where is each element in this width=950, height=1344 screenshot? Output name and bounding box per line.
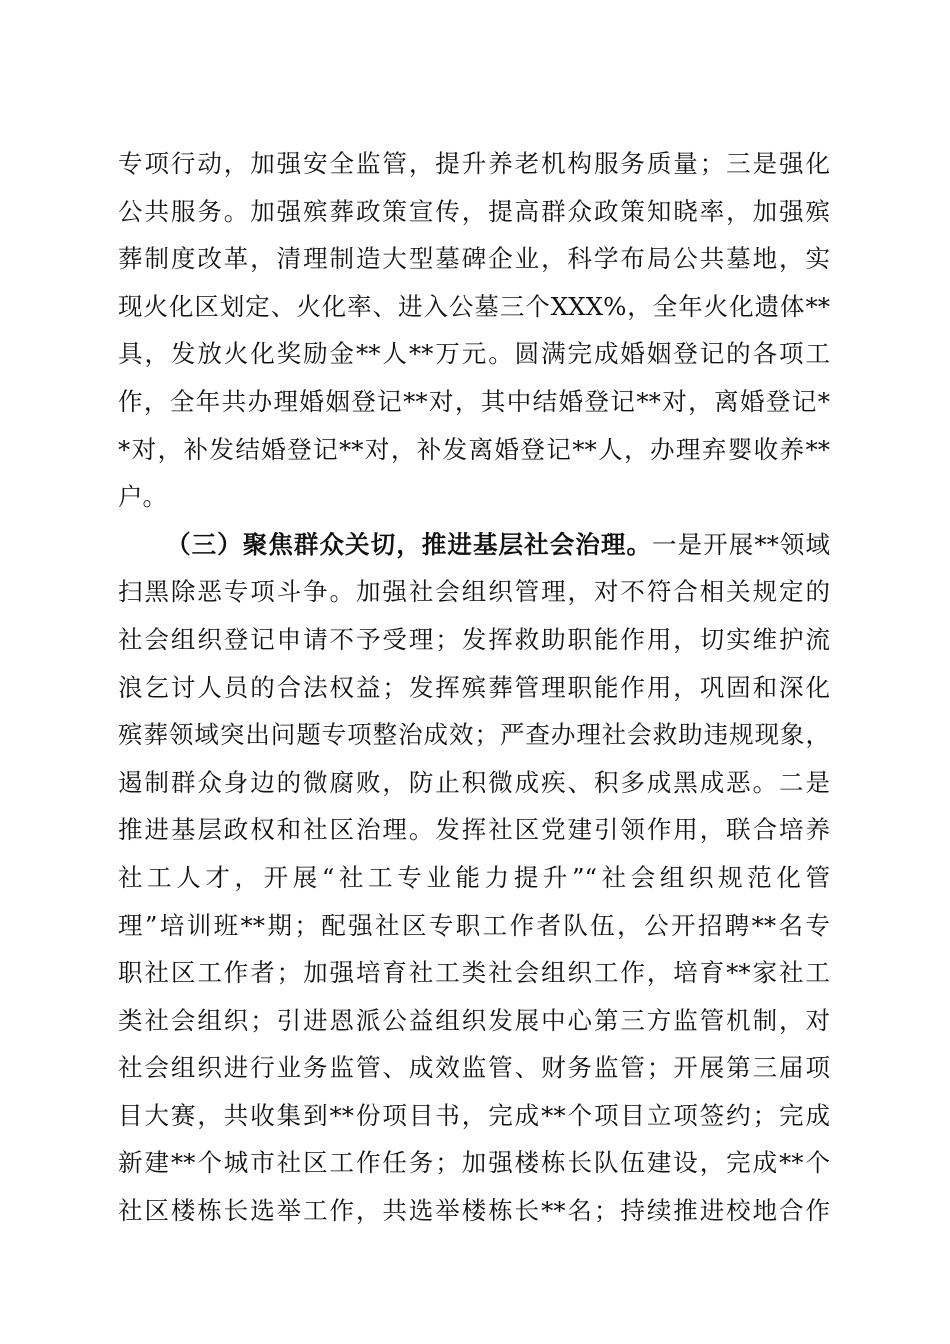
text-line: 扫黑除恶专项斗争。加强社会组织管理，对不符合相关规定的 [118,577,830,607]
text-line: *对，补发结婚登记**对，补发离婚登记**人，办理弃婴收养** [118,434,830,464]
heading-line [118,521,830,569]
text-line: 社区楼栋长选举工作，共选举楼栋长**名；持续推进校地合作 [118,1196,830,1226]
text-line: 葬制度改革，清理制造大型墓碑企业，科学布局公共墓地，实 [118,244,830,274]
text-line: 具，发放火化奖励金**人**万元。圆满完成婚姻登记的各项工 [118,339,830,369]
text-line: 殡葬领域突出问题专项整治成效；严查办理社会救助违规现象， [118,720,830,750]
text-line: 理”培训班**期；配强社区专职工作者队伍，公开招聘**名专 [118,910,830,940]
text-line: 推进基层政权和社区治理。发挥社区党建引领作用，联合培养 [118,815,830,845]
paragraph [118,521,830,1235]
body-text [118,140,830,1235]
text-line: 社会组织进行业务监管、成效监管、财务监管；开展第三届项 [118,1053,830,1083]
text-line: 社会组织登记申请不予受理；发挥救助职能作用，切实维护流 [118,624,830,654]
text-line: 新建**个城市社区工作任务；加强楼栋长队伍建设，完成**个 [118,1148,830,1178]
text-line: 专项行动，加强安全监管，提升养老机构服务质量；三是强化 [118,149,830,178]
text-line: 户。 [118,482,167,512]
heading-line-rest: 一是开展**领域 [652,529,831,559]
text-line: 作，全年共办理婚姻登记**对，其中结婚登记**对，离婚登记* [118,386,830,416]
text-line: 现火化区划定、火化率、进入公墓三个XXX%，全年火化遗体** [118,291,830,321]
paragraph [118,140,830,521]
text-line: 社工人才，开展“社工专业能力提升”“社会组织规范化管 [118,862,830,892]
text-line: 目大赛，共收集到**份项目书，完成**个项目立项签约；完成 [118,1100,830,1130]
text-line: 浪乞讨人员的合法权益；发挥殡葬管理职能作用，巩固和深化 [118,672,830,702]
text-line: 遏制群众身边的微腐败，防止积微成疾、积多成黑成恶。二是 [118,767,830,797]
text-line: 类社会组织；引进恩派公益组织发展中心第三方监管机制，对 [118,1005,830,1035]
section-heading: （三）聚焦群众关切，推进基层社会治理。 [166,529,653,559]
text-line: 公共服务。加强殡葬政策宣传，提高群众政策知晓率，加强殡 [118,196,830,226]
text-line: 职社区工作者；加强培育社工类社会组织工作，培育**家社工 [118,958,830,988]
